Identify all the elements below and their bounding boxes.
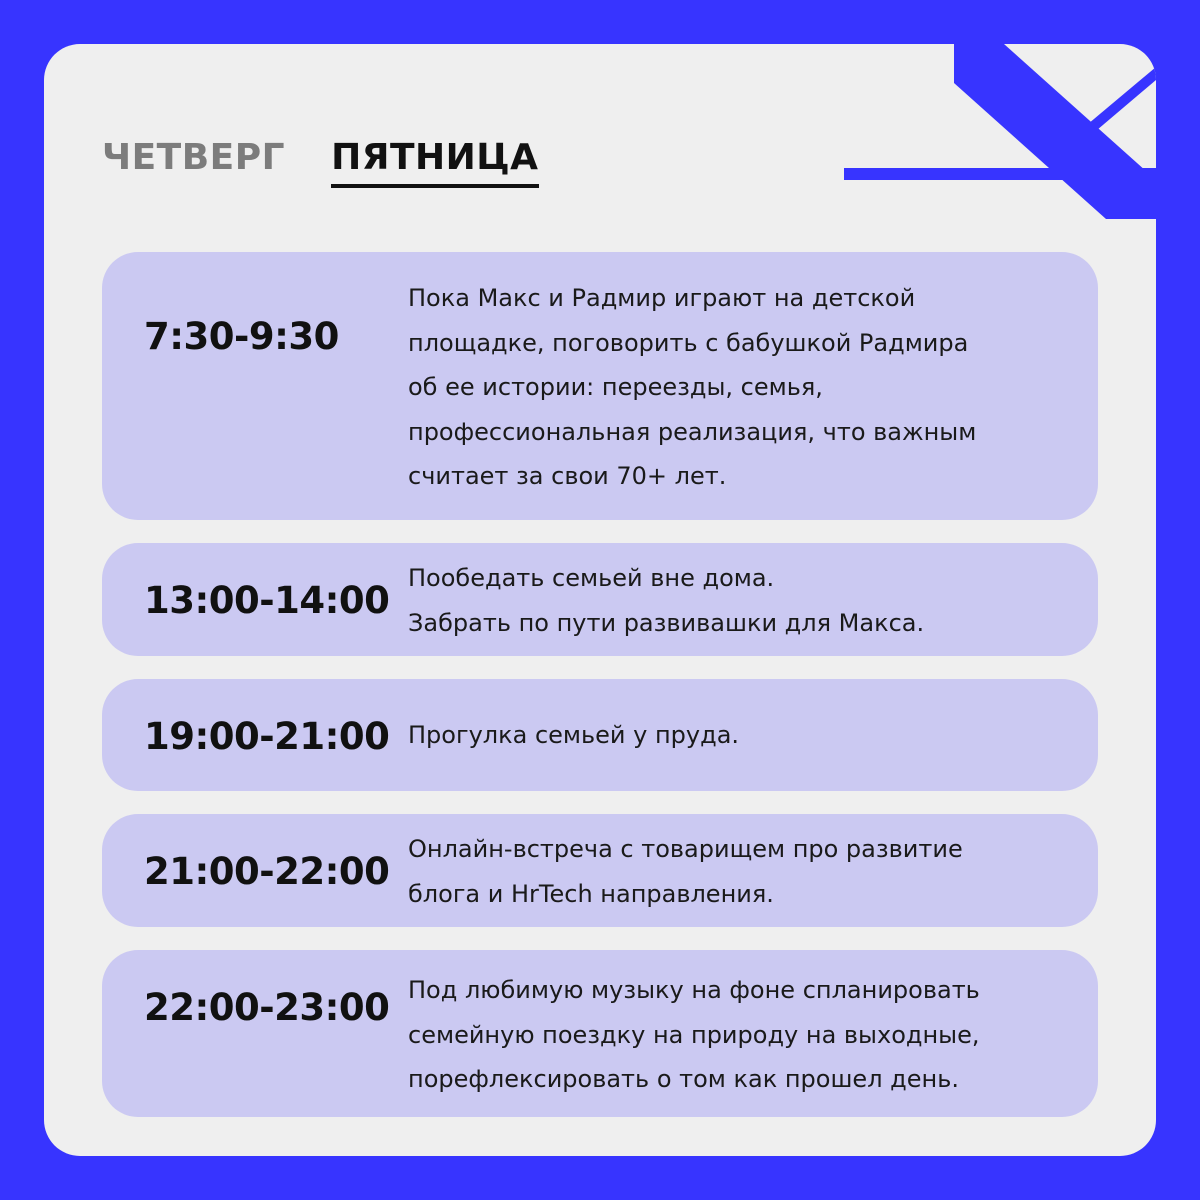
tab-friday[interactable]: ПЯТНИЦА	[331, 136, 538, 188]
schedule-item-time: 22:00-23:00	[144, 986, 390, 1029]
schedule-item-time: 21:00-22:00	[144, 850, 390, 893]
schedule-item-time: 19:00-21:00	[144, 715, 390, 758]
schedule-card	[44, 44, 1156, 1156]
schedule-item	[102, 950, 1098, 1117]
day-tabs	[102, 136, 539, 188]
schedule-item	[102, 679, 1098, 791]
schedule-item	[102, 814, 1098, 927]
schedule-item-text: Пообедать семьей вне дома. Забрать по пути развивашки для Макса.	[408, 564, 925, 637]
schedule-item	[102, 543, 1098, 656]
schedule-item-text: Прогулка семьей у пруда.	[408, 721, 740, 749]
schedule-item-text: Онлайн-встреча с товарищем про развитие блога и HrTech направления.	[408, 835, 963, 908]
schedule-item-text: Пока Макс и Радмир играют на детской площадке, поговорить с бабушкой Радмира об ее истории: переезды, семья, профессиональная реализация, что важным считает за свои 70+ лет.	[408, 284, 977, 490]
schedule-item-text: Под любимую музыку на фоне спланировать семейную поездку на природу на выходные, порефлексировать о том как прошел день.	[408, 976, 980, 1093]
schedule-item-time: 7:30-9:30	[144, 315, 339, 358]
tab-thursday[interactable]: ЧЕТВЕРГ	[102, 137, 286, 178]
schedule-item-time: 13:00-14:00	[144, 579, 390, 622]
schedule-item	[102, 252, 1098, 520]
